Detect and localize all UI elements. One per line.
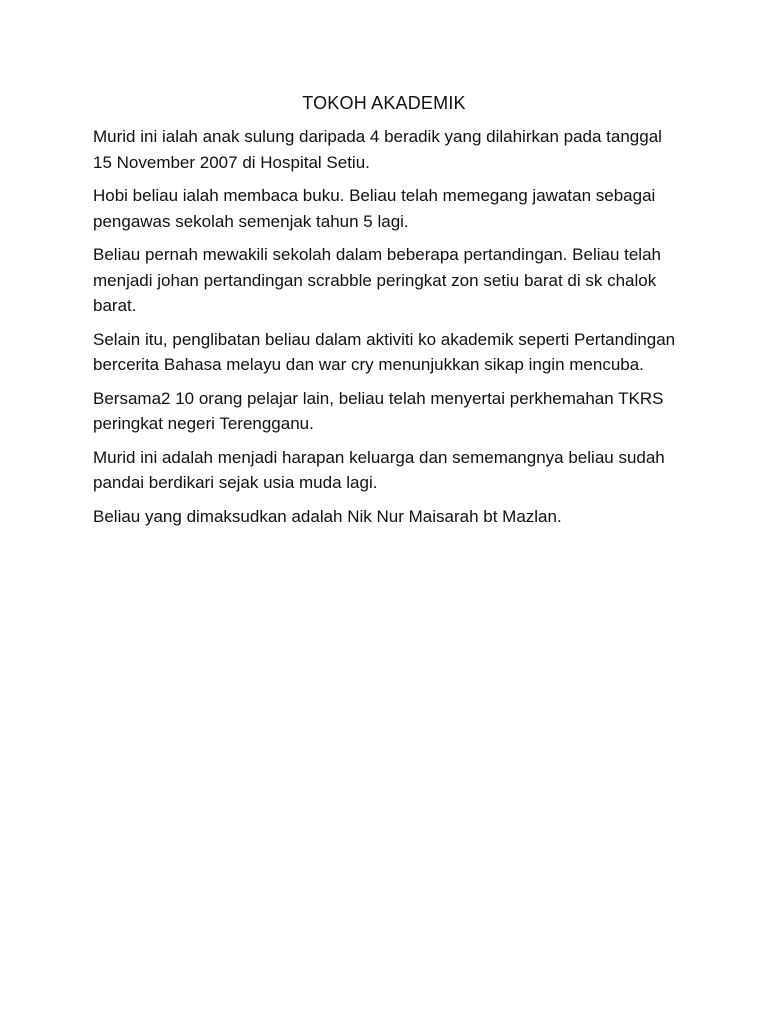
document-body xyxy=(93,124,683,537)
paragraph-competitions: Beliau pernah mewakili sekolah dalam beberapa pertandingan. Beliau telah menjadi johan pertandingan scrabble peringkat zon setiu barat di sk chalok barat. xyxy=(93,245,661,315)
paragraph-hobby: Hobi beliau ialah membaca buku. Beliau telah memegang jawatan sebagai pengawas sekolah semenjak tahun 5 lagi. xyxy=(93,186,656,231)
document-title: TOKOH AKADEMIK xyxy=(302,93,466,113)
paragraph-family: Murid ini adalah menjadi harapan keluarga dan sememangnya beliau sudah pandai berdikari sejak usia muda lagi. xyxy=(93,447,665,492)
paragraph-camp: Bersama2 10 orang pelajar lain, beliau telah menyertai perkhemahan TKRS peringkat negeri Terengganu. xyxy=(93,388,664,433)
paragraph-birth: Murid ini ialah anak sulung daripada 4 beradik yang dilahirkan pada tanggal 15 November 2007 di Hospital Setiu. xyxy=(93,127,662,172)
paragraph-cocurricular: Selain itu, penglibatan beliau dalam aktiviti ko akademik seperti Pertandingan bercerita Bahasa melayu dan war cry menunjukkan sikap ingin mencuba. xyxy=(93,329,676,374)
paragraph-name: Beliau yang dimaksudkan adalah Nik Nur Maisarah bt Mazlan. xyxy=(93,506,562,526)
